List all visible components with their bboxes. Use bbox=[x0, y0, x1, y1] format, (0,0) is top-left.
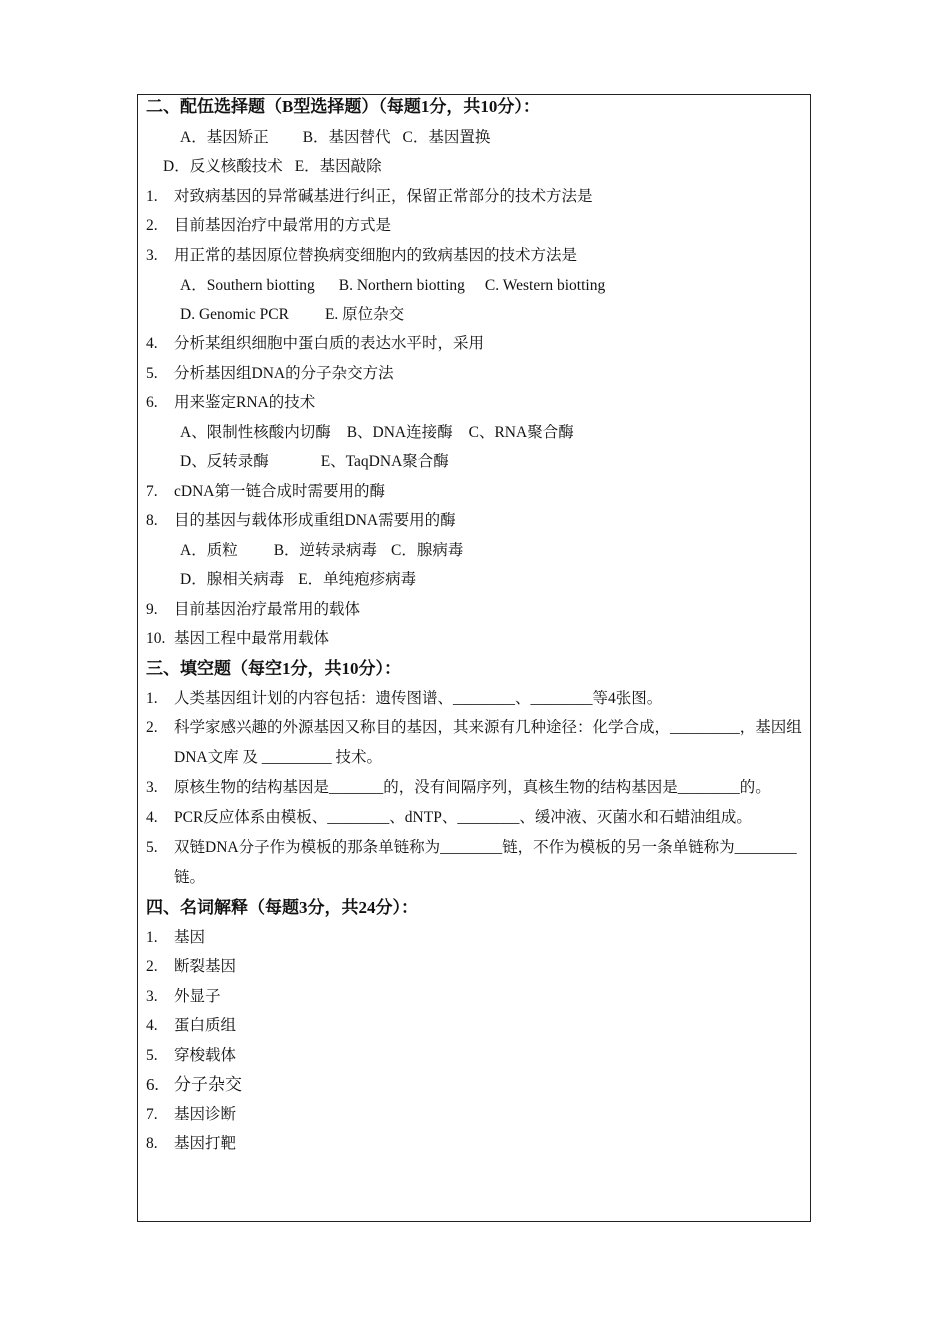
option: E. 原位杂交 bbox=[324, 306, 405, 323]
term-item: 4. 蛋白质组 bbox=[146, 1017, 237, 1034]
option: B．逆转录病毒 bbox=[273, 542, 378, 559]
question: 1. 对致病基因的异常碱基进行纠正，保留正常部分的技术方法是 bbox=[146, 188, 593, 205]
fill-question: 1. 人类基因组计划的内容包括：遗传图谱、________、________等4张图。 bbox=[146, 690, 663, 707]
option: D、反转录酶 bbox=[180, 453, 269, 470]
option: C．基因置换 bbox=[402, 129, 491, 146]
options-row bbox=[180, 541, 475, 561]
option: B. Northern biotting bbox=[338, 277, 465, 294]
question: 5. 分析基因组DNA的分子杂交方法 bbox=[146, 365, 394, 382]
term-item: 8. 基因打靶 bbox=[146, 1135, 237, 1152]
question: 8. 目的基因与载体形成重组DNA需要用的酶 bbox=[146, 512, 456, 529]
question: 10. 基因工程中最常用载体 bbox=[146, 630, 330, 647]
term-item: 1. 基因 bbox=[146, 929, 206, 946]
options-row bbox=[180, 128, 502, 148]
option: A．质粒 bbox=[180, 542, 238, 559]
question: 4. 分析某组织细胞中蛋白质的表达水平时，采用 bbox=[146, 335, 485, 352]
option: A、限制性核酸内切酶 bbox=[180, 424, 331, 441]
section2-title: 二、配伍选择题（B型选择题）（每题1分，共10分）： bbox=[146, 97, 540, 116]
option: D．腺相关病毒 bbox=[180, 571, 285, 588]
options-row bbox=[180, 452, 461, 472]
term-item: 6. 分子杂交 bbox=[146, 1075, 242, 1094]
term-item: 7. 基因诊断 bbox=[146, 1106, 237, 1123]
question: 6. 用来鉴定RNA的技术 bbox=[146, 394, 316, 411]
options-row bbox=[180, 570, 428, 590]
term-item: 3. 外显子 bbox=[146, 988, 221, 1005]
question: 2. 目前基因治疗中最常用的方式是 bbox=[146, 217, 392, 234]
question: 3. 用正常的基因原位替换病变细胞内的致病基因的技术方法是 bbox=[146, 247, 578, 264]
option: C．腺病毒 bbox=[391, 542, 464, 559]
term-item: 2. 断裂基因 bbox=[146, 958, 237, 975]
option: E．单纯疱疹病毒 bbox=[298, 571, 417, 588]
question: 9. 目前基因治疗最常用的载体 bbox=[146, 601, 361, 618]
fill-question: 5. 双链DNA分子作为模板的那条单链称为________链，不作为模板的另一条单链称为________链。 bbox=[146, 839, 797, 886]
option: C. Western biotting bbox=[484, 277, 606, 294]
term-item: 5. 穿梭载体 bbox=[146, 1047, 237, 1064]
option: A．Southern biotting bbox=[180, 277, 315, 294]
option: D. Genomic PCR bbox=[180, 306, 289, 323]
option: B．基因替代 bbox=[302, 129, 391, 146]
option: B、DNA连接酶 bbox=[346, 424, 453, 441]
options-row bbox=[163, 157, 394, 177]
question: 7. cDNA第一链合成时需要用的酶 bbox=[146, 483, 385, 500]
option: E、TaqDNA聚合酶 bbox=[320, 453, 449, 470]
option: C、RNA聚合酶 bbox=[468, 424, 574, 441]
options-row bbox=[180, 276, 617, 296]
section4-title: 四、名词解释（每题3分，共24分）： bbox=[146, 898, 418, 917]
fill-question: 3. 原核生物的结构基因是_______的，没有间隔序列，真核生物的结构基因是________的。 bbox=[146, 779, 771, 796]
fill-question: 2. 科学家感兴趣的外源基因又称目的基因，其来源有几种途径：化学合成，_________，基因组 DNA文库 及 _________ 技术。 bbox=[146, 719, 802, 766]
options-row bbox=[180, 423, 586, 443]
section3-title: 三、填空题（每空1分，共10分）： bbox=[146, 659, 401, 678]
option: D．反义核酸技术 bbox=[163, 158, 283, 175]
option: E．基因敲除 bbox=[294, 158, 382, 175]
fill-question: 4. PCR反应体系由模板、________、dNTP、________、缓冲液、灭菌水和石蜡油组成。 bbox=[146, 809, 752, 826]
option: A．基因矫正 bbox=[180, 129, 269, 146]
options-row bbox=[180, 305, 416, 325]
